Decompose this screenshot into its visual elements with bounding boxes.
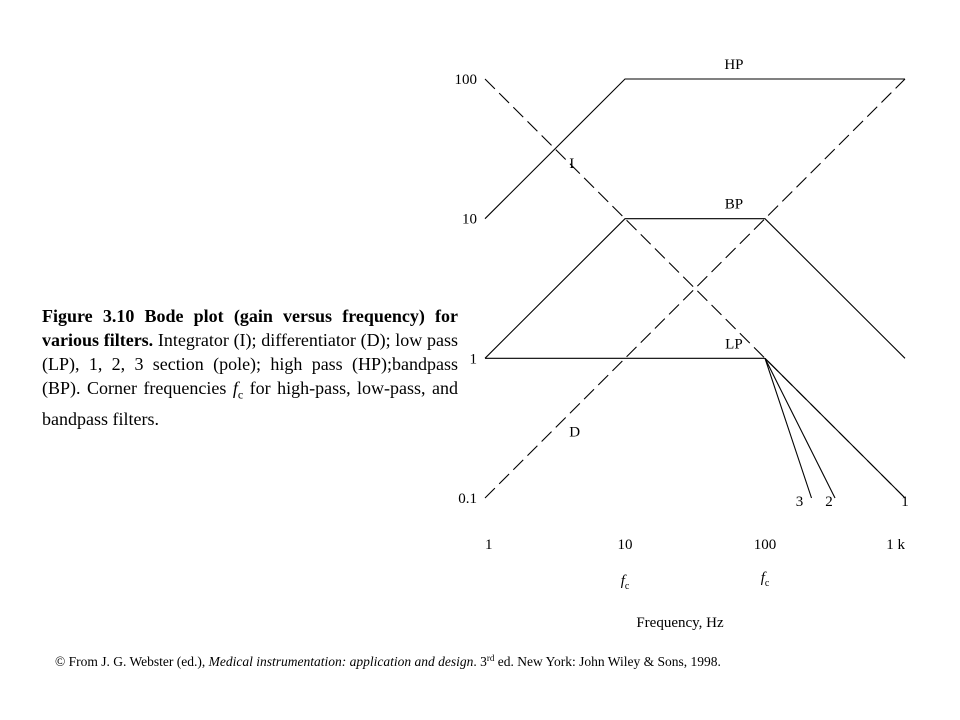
series-label-d: D <box>569 424 581 441</box>
credit-edition-sup: rd <box>486 653 495 663</box>
series-label-lp: LP <box>725 336 743 353</box>
series-line-bp <box>485 219 905 359</box>
series-label-i: I <box>569 156 575 173</box>
source-credit <box>55 653 935 671</box>
credit-book-title: Medical instrumentation: application and design <box>208 654 474 669</box>
caption-fc-base: f <box>232 378 238 398</box>
series-label-1: 1 <box>901 494 909 510</box>
series-label-2: 2 <box>825 494 833 510</box>
x-tick-label: 1 <box>485 537 493 553</box>
series-label-hp: HP <box>724 57 744 73</box>
figure-caption <box>42 304 458 431</box>
y-tick-label: 0.1 <box>458 491 477 507</box>
credit-prefix: © From J. G. Webster (ed.), <box>55 654 209 669</box>
corner-frequency-label: $f_c$ <box>620 573 630 592</box>
series-line-3 <box>765 358 812 498</box>
caption-title: Figure 3.10 Bode plot (gain versus frequency) for various filters. <box>42 306 458 350</box>
y-tick-label: 1 <box>469 351 477 368</box>
x-tick-label: 10 <box>617 537 633 553</box>
y-tick-label: 100 <box>454 72 477 88</box>
x-axis-label: Frequency, Hz <box>636 615 724 631</box>
series-label-3: 3 <box>795 494 804 510</box>
series-line-2 <box>765 358 835 498</box>
credit-publisher: ed. New York: John Wiley & Sons, 1998. <box>494 654 721 669</box>
series-label-bp: BP <box>724 196 744 213</box>
corner-frequency-label: $f_c$ <box>760 570 770 589</box>
series-line-hp <box>485 79 905 219</box>
caption-fc-sub: c <box>237 387 244 402</box>
x-tick-label: 1 k <box>886 537 905 553</box>
caption-body: Integrator (I); differentiator (D); low pass (LP), 1, 2, 3 section (pole); high pass (HP);bandpass (BP). Corner frequencies <box>42 330 458 398</box>
corner-frequency-subscript: c <box>624 581 630 592</box>
y-tick-label: 10 <box>462 211 477 228</box>
caption-tail: for high-pass, low-pass, and bandpass filters. <box>42 378 458 429</box>
caption-corner-frequency <box>232 378 244 402</box>
x-tick-label: 100 <box>753 537 777 553</box>
corner-frequency-subscript: c <box>764 578 770 589</box>
credit-edition: . 3 <box>473 654 487 669</box>
